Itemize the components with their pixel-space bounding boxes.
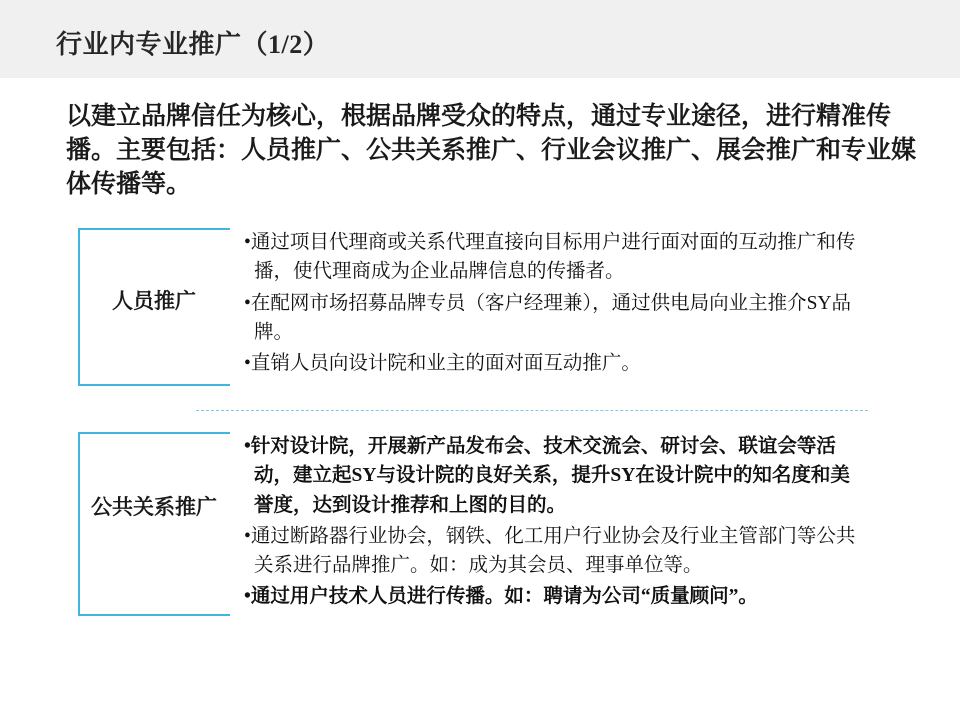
list-item-text: 通过项目代理商或关系代理直接向目标用户进行面对面的互动推广和传播，使代理商成为企业品牌信息的传播者。	[250, 232, 856, 283]
bullet-icon: •	[244, 353, 251, 374]
list-item	[244, 228, 868, 287]
list-item	[244, 349, 868, 378]
intro-paragraph: 以建立品牌信任为核心，根据品牌受众的特点，通过专业途径，进行精准传播。主要包括：人员推广、公共关系推广、行业会议推广、展会推广和专业媒体传播等。	[66, 103, 917, 198]
list-item-text: 通过断路器行业协会，钢铁、化工用户行业协会及行业主管部门等公共关系进行品牌推广。如：成为其会员、理事单位等。	[250, 525, 856, 576]
section-divider	[196, 410, 868, 411]
list-item-text: 通过用户技术人员进行传播。如：聘请为公司“质量顾问”。	[250, 586, 758, 608]
list-item	[244, 289, 868, 348]
bullet-icon: •	[244, 436, 251, 457]
bracket-shape	[78, 432, 230, 616]
list-item-text: 在配网市场招募品牌专员（客户经理兼），通过供电局向业主推介SY品牌。	[250, 292, 852, 343]
list-item	[244, 522, 868, 581]
bullet-icon: •	[244, 586, 251, 608]
section-label: 公共关系推广	[91, 495, 217, 519]
section-label: 人员推广	[112, 289, 196, 313]
bullet-icon: •	[244, 525, 251, 547]
section-body	[244, 228, 868, 380]
bullet-icon: •	[244, 232, 251, 253]
list-item	[244, 582, 868, 611]
list-item	[244, 432, 868, 520]
list-item-text: 针对设计院，开展新产品发布会、技术交流会、研讨会、联谊会等活动，建立起SY与设计院的良好关系，提升SY在设计院中的知名度和美誉度，达到设计推荐和上图的目的。	[250, 436, 850, 516]
bullet-icon: •	[244, 292, 251, 314]
list-item-text: 直销人员向设计院和业主的面对面互动推广。	[250, 353, 641, 374]
page-title: 行业内专业推广（1/2）	[56, 30, 330, 59]
section-body	[244, 432, 868, 614]
